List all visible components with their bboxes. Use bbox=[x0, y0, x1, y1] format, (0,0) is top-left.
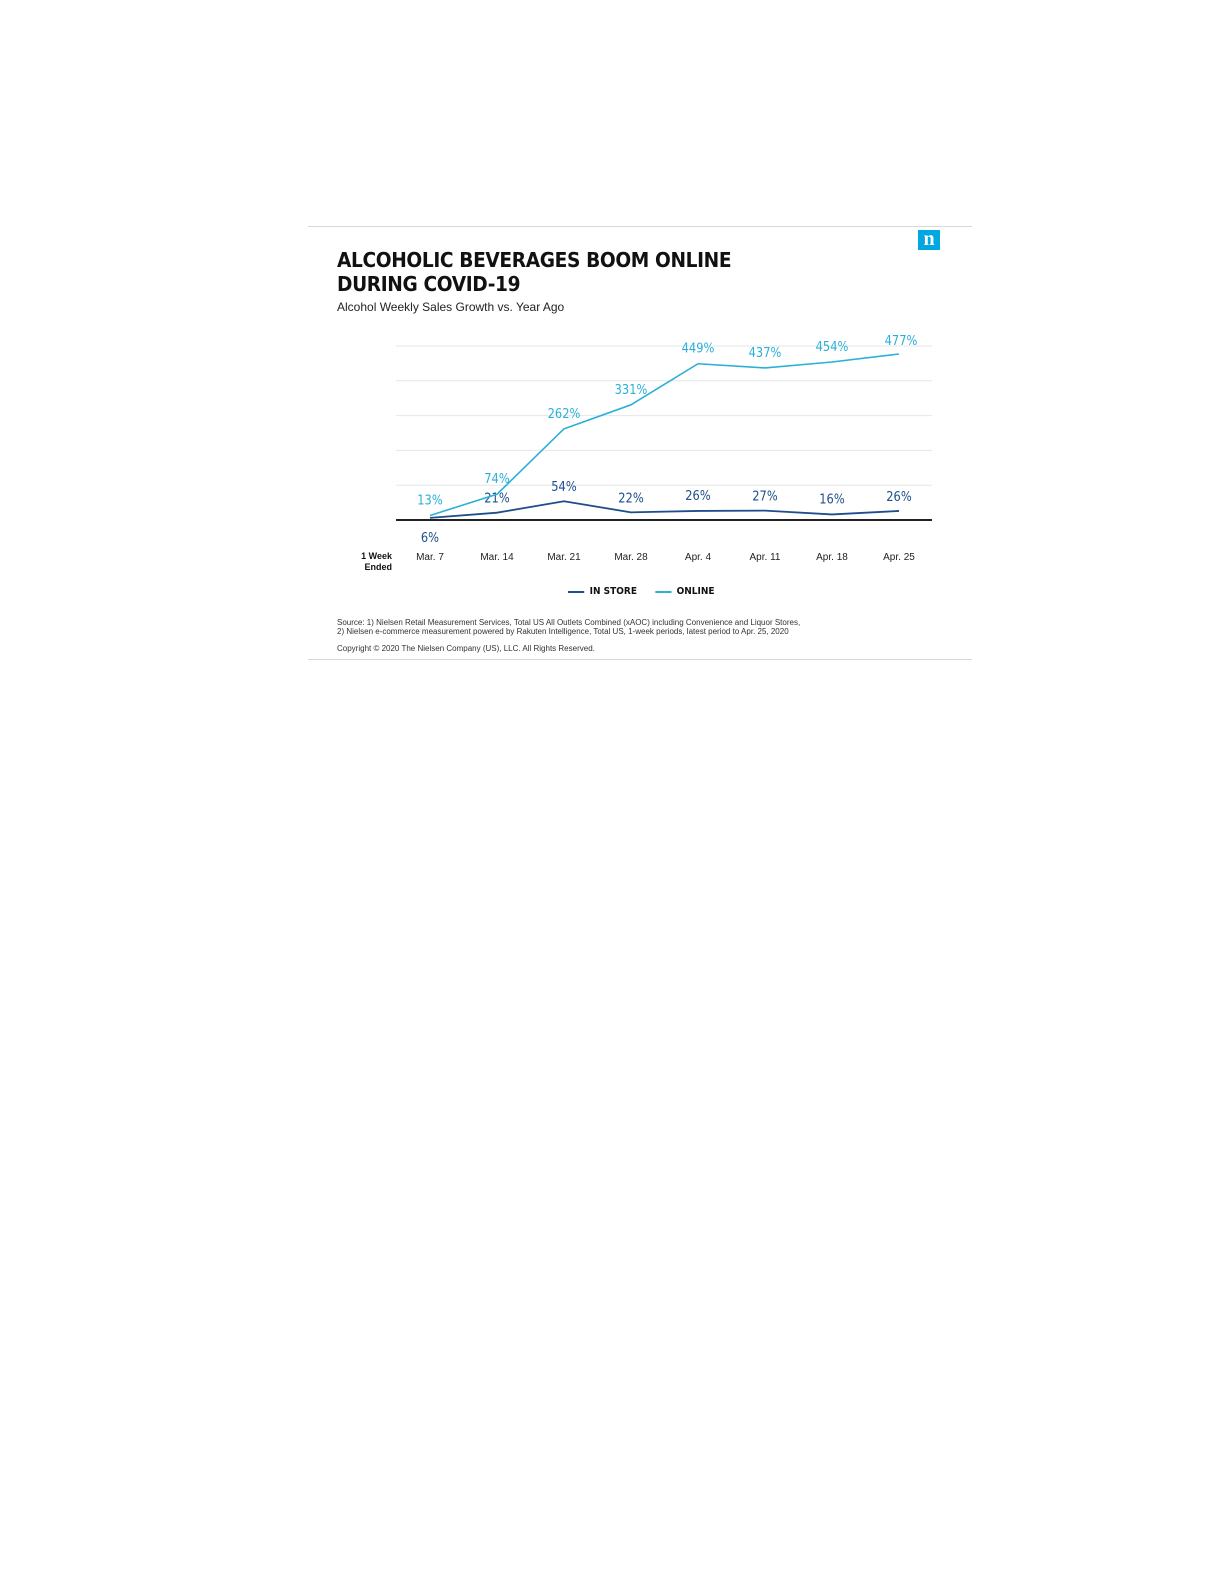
legend-swatch-online bbox=[655, 591, 671, 593]
data-label: 27% bbox=[752, 488, 778, 504]
x-tick-label: Apr. 25 bbox=[883, 552, 915, 563]
data-label: 437% bbox=[748, 345, 782, 361]
legend-label-online: ONLINE bbox=[676, 586, 715, 597]
chart-title-line-2: DURING COVID-19 bbox=[337, 272, 521, 296]
legend-item-online bbox=[655, 586, 715, 597]
x-tick-label: Apr. 11 bbox=[749, 552, 781, 563]
data-label: 454% bbox=[815, 339, 849, 355]
x-tick-label: Apr. 18 bbox=[816, 552, 848, 563]
data-label: 22% bbox=[618, 490, 644, 506]
x-tick-label: Mar. 28 bbox=[614, 552, 648, 563]
data-label: 13% bbox=[417, 492, 443, 508]
chart-title-line-1: ALCOHOLIC BEVERAGES BOOM ONLINE bbox=[337, 248, 732, 272]
chart-subtitle: Alcohol Weekly Sales Growth vs. Year Ago bbox=[337, 300, 565, 314]
data-label: 16% bbox=[819, 491, 845, 507]
source-line-1: Source: 1) Nielsen Retail Measurement Services, Total US All Outlets Combined (xAOC) including Convenience and Liquor Stores, bbox=[337, 618, 801, 627]
data-label: 26% bbox=[685, 488, 711, 504]
data-label: 74% bbox=[484, 471, 510, 487]
data-label: 54% bbox=[551, 479, 577, 495]
source-note bbox=[337, 618, 937, 636]
data-label: 449% bbox=[681, 341, 715, 356]
x-tick-label: Mar. 14 bbox=[480, 552, 514, 563]
source-line-2: 2) Nielsen e-commerce measurement powered by Rakuten Intelligence, Total US, 1-week periods, latest period to Apr. 25, 2020 bbox=[337, 627, 789, 636]
data-label: 331% bbox=[614, 382, 648, 397]
data-label: 21% bbox=[484, 491, 510, 506]
data-label: 6% bbox=[420, 530, 440, 546]
x-tick-label: Mar. 7 bbox=[416, 552, 444, 563]
nielsen-logo-icon: n bbox=[918, 230, 940, 250]
copyright-note: Copyright © 2020 The Nielsen Company (US), LLC. All Rights Reserved. bbox=[337, 644, 595, 653]
data-label: 477% bbox=[884, 333, 918, 349]
x-tick-label: Apr. 4 bbox=[684, 552, 712, 563]
x-axis-caption: Ended bbox=[364, 562, 392, 572]
legend-item-in-store bbox=[568, 586, 637, 597]
x-axis-caption: 1 Week bbox=[361, 551, 392, 561]
legend-swatch-in-store bbox=[568, 591, 584, 593]
data-label: 26% bbox=[886, 489, 912, 505]
x-tick-label: Mar. 21 bbox=[547, 552, 581, 563]
data-label: 262% bbox=[547, 406, 581, 422]
chart-legend bbox=[568, 586, 733, 597]
legend-label-in-store: IN STORE bbox=[589, 586, 637, 597]
